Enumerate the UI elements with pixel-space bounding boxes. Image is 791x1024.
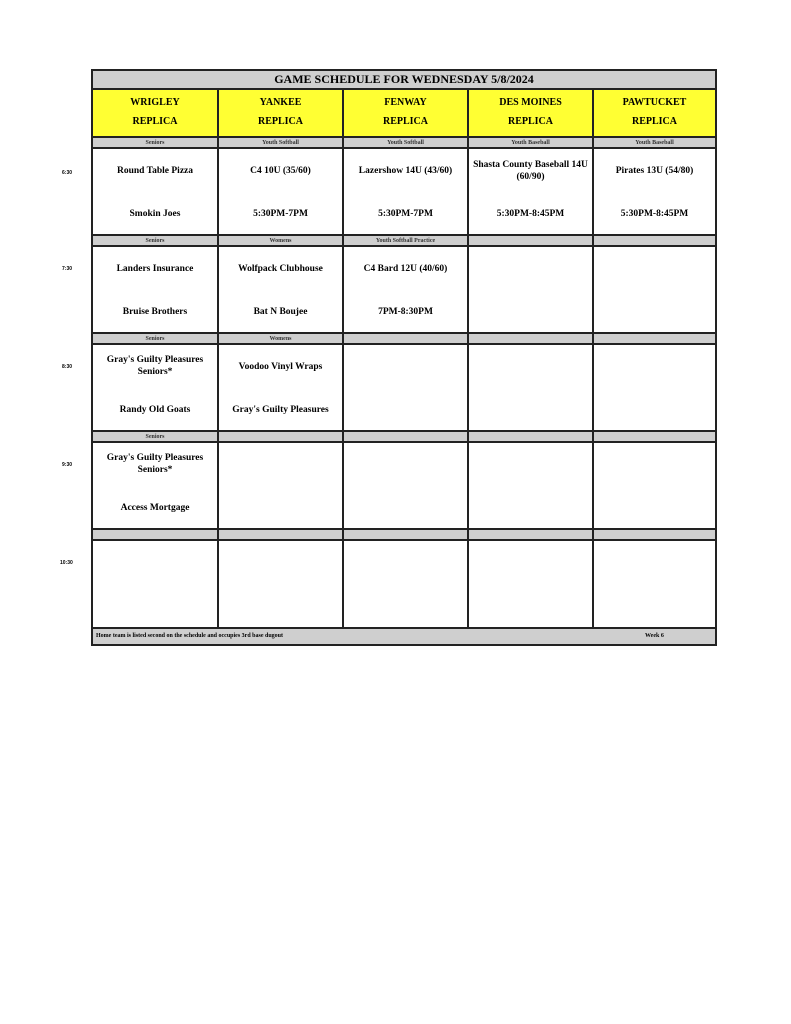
division-label xyxy=(219,530,344,541)
division-label xyxy=(469,530,594,541)
game-bottom: Randy Old Goats xyxy=(119,405,191,415)
game-cell xyxy=(594,541,715,629)
week-label: Week 6 xyxy=(645,633,664,639)
time-label: 7:30 xyxy=(62,266,73,272)
game-cell xyxy=(594,443,715,530)
game-top: C4 Bard 12U (40/60) xyxy=(363,264,448,274)
schedule-table xyxy=(91,69,717,646)
game-top: Lazershow 14U (43/60) xyxy=(358,166,453,176)
division-label xyxy=(469,432,594,443)
schedule-title: GAME SCHEDULE FOR WEDNESDAY 5/8/2024 xyxy=(93,71,715,90)
division-label xyxy=(469,236,594,247)
game-cell xyxy=(594,345,715,432)
field-sub: REPLICA xyxy=(257,116,303,127)
field-sub: REPLICA xyxy=(631,116,677,127)
game-cell xyxy=(344,149,469,236)
game-cell xyxy=(219,247,344,334)
game-cell xyxy=(219,345,344,432)
game-top: Landers Insurance xyxy=(116,264,194,274)
game-bottom: Bruise Brothers xyxy=(122,307,188,317)
game-cell xyxy=(93,149,219,236)
field-sub: REPLICA xyxy=(507,116,553,127)
game-cell xyxy=(93,345,219,432)
time-label: 8:30 xyxy=(62,364,73,370)
game-cell xyxy=(219,443,344,530)
game-cell xyxy=(469,345,594,432)
game-cell xyxy=(93,443,219,530)
game-bottom: Access Mortgage xyxy=(120,503,190,513)
division-label xyxy=(594,530,715,541)
game-cell xyxy=(594,149,715,236)
division-label xyxy=(219,432,344,443)
game-bottom: 7PM-8:30PM xyxy=(378,307,433,317)
division-label xyxy=(594,334,715,345)
division-label xyxy=(594,432,715,443)
game-cell xyxy=(93,247,219,334)
game-top: Gray's Guilty Pleasures Seniors* xyxy=(106,453,204,475)
field-header-wrigley xyxy=(93,90,219,138)
game-bottom: 5:30PM-8:45PM xyxy=(496,209,565,219)
division-label: Youth Softball xyxy=(219,138,344,149)
game-top: Voodoo Vinyl Wraps xyxy=(238,362,323,372)
game-top: Gray's Guilty Pleasures Seniors* xyxy=(106,355,204,377)
game-bottom: Bat N Boujee xyxy=(253,307,308,317)
game-bottom: 5:30PM-7PM xyxy=(253,209,308,219)
field-name: WRIGLEY xyxy=(130,97,180,108)
field-name: YANKEE xyxy=(259,97,302,108)
division-label: Womens xyxy=(219,334,344,345)
time-label: 6:30 xyxy=(62,170,73,176)
division-label xyxy=(469,334,594,345)
game-cell xyxy=(219,149,344,236)
game-cell xyxy=(594,247,715,334)
field-name: PAWTUCKET xyxy=(622,97,687,108)
game-cell xyxy=(469,247,594,334)
division-label xyxy=(344,530,469,541)
division-label xyxy=(93,530,219,541)
division-label: Youth Baseball xyxy=(469,138,594,149)
game-cell xyxy=(344,443,469,530)
time-label: 9:30 xyxy=(62,462,73,468)
game-top: Shasta County Baseball 14U (60/90) xyxy=(473,160,588,182)
field-header-yankee xyxy=(219,90,344,138)
game-cell xyxy=(93,541,219,629)
field-sub: REPLICA xyxy=(382,116,428,127)
schedule-footer xyxy=(93,629,715,644)
game-bottom: 5:30PM-7PM xyxy=(378,209,433,219)
division-label: Youth Baseball xyxy=(594,138,715,149)
division-label xyxy=(344,432,469,443)
game-cell xyxy=(469,149,594,236)
game-bottom: Gray's Guilty Pleasures xyxy=(232,405,329,415)
game-bottom: 5:30PM-8:45PM xyxy=(620,209,689,219)
game-top: Round Table Pizza xyxy=(116,166,194,176)
division-label: Seniors xyxy=(93,334,219,345)
division-label: Womens xyxy=(219,236,344,247)
field-header-des-moines xyxy=(469,90,594,138)
footer-note: Home team is listed second on the schedule and occupies 3rd base dugout xyxy=(96,633,284,639)
field-name: FENWAY xyxy=(384,97,427,108)
game-top: C4 10U (35/60) xyxy=(250,166,311,176)
game-top: Pirates 13U (54/80) xyxy=(615,166,694,176)
division-label: Seniors xyxy=(93,236,219,247)
field-sub: REPLICA xyxy=(132,116,178,127)
division-label: Youth Softball Practice xyxy=(344,236,469,247)
game-bottom: Smokin Joes xyxy=(129,209,181,219)
field-header-fenway xyxy=(344,90,469,138)
game-cell xyxy=(344,247,469,334)
game-top: Wolfpack Clubhouse xyxy=(238,264,323,274)
field-name: DES MOINES xyxy=(499,97,562,108)
game-cell xyxy=(344,345,469,432)
division-label xyxy=(344,334,469,345)
division-label: Seniors xyxy=(93,432,219,443)
division-label xyxy=(594,236,715,247)
game-cell xyxy=(219,541,344,629)
game-cell xyxy=(469,443,594,530)
game-cell xyxy=(344,541,469,629)
division-label: Seniors xyxy=(93,138,219,149)
division-label: Youth Softball xyxy=(344,138,469,149)
game-cell xyxy=(469,541,594,629)
time-label: 10:30 xyxy=(60,560,73,566)
field-header-pawtucket xyxy=(594,90,715,138)
